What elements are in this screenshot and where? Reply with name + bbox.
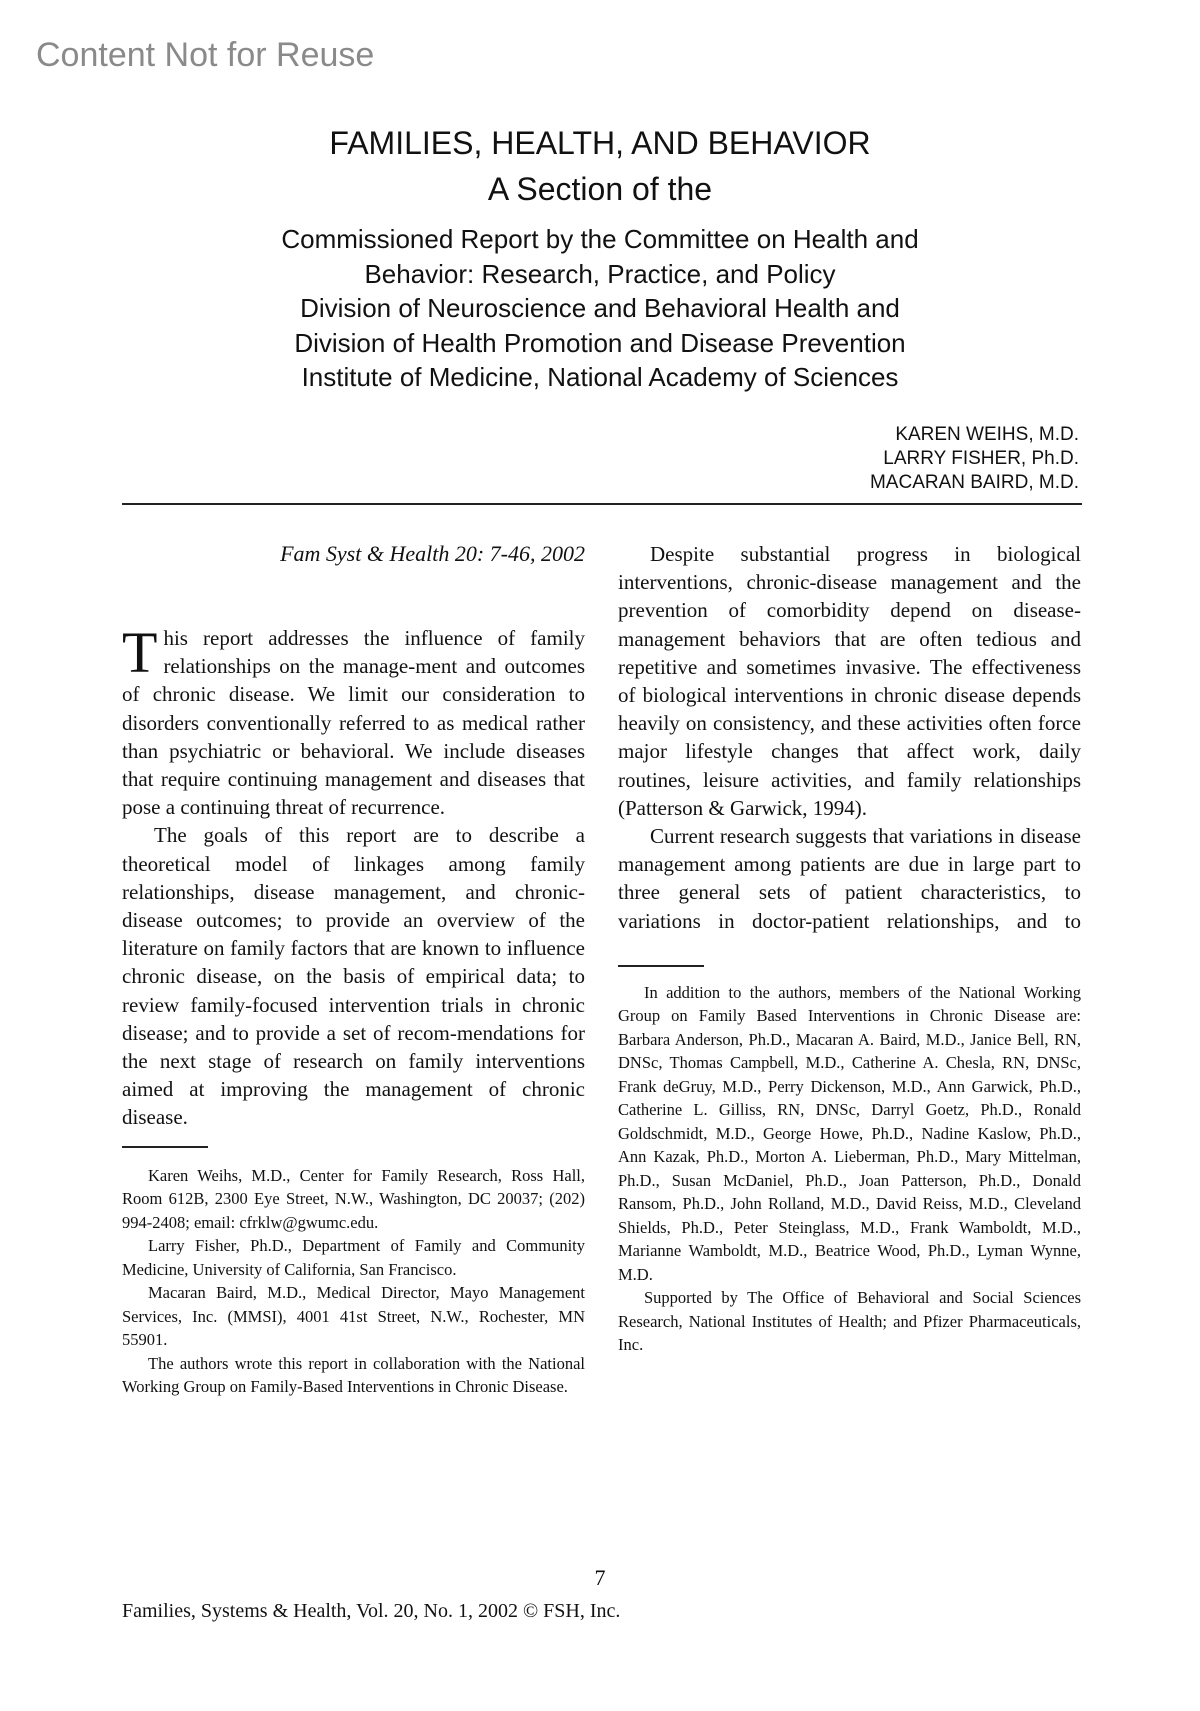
report-line: Commissioned Report by the Committee on Health and xyxy=(281,224,919,254)
article-title: FAMILIES, HEALTH, AND BEHAVIOR xyxy=(329,125,871,161)
body-paragraph: Current research suggests that variations in disease management among patients are due in large part to three general sets of patient characteristics, to variations in doctor-patient relationships, and to xyxy=(618,824,1081,933)
body-paragraph: Despite substantial progress in biological interventions, chronic-disease management and the prevention of comorbidity depend on disease-management behaviors that are often tedious and repetitive and sometimes invasive. The effectiveness of biological interventions in chronic disease depends heavily on consistency, and these activities often force major lifestyle changes that affect work, daily routines, leisure activities, and family relationships (Patterson & Garwick, 1994). xyxy=(618,542,1081,820)
report-line: Division of Health Promotion and Disease Prevention xyxy=(294,327,906,358)
header-divider xyxy=(122,503,1082,505)
citation: Fam Syst & Health 20: 7-46, 2002 xyxy=(280,541,585,566)
author-list xyxy=(870,423,1079,495)
report-line: Behavior: Research, Practice, and Policy xyxy=(364,258,836,289)
footnote: In addition to the authors, members of the National Working Group on Family Based Interventions in Chronic Disease are: Barbara Anderson, Ph.D., Macaran A. Baird, M.D., Janice Bell, RN, DNSc, Thomas Campbell, M.D., Catherine A. Chesla, RN, DNSc, Frank deGruy, M.D., Perry Dickenson, M.D., Ann Garwick, Ph.D., Catherine L. Gilliss, RN, DNSc, Darryl Goetz, Ph.D., Ronald Goldschmidt, M.D., George Howe, Ph.D., Nadine Kaslow, Ph.D., Ann Kazak, Ph.D., Morton A. Lieberman, Ph.D., Mary Mittelman, Ph.D., Susan McDaniel, Ph.D., Joan Patterson, Ph.D., Donald Ransom, Ph.D., John Rolland, M.D., David Reiss, M.D., Cleveland Shields, Ph.D., Peter Steinglass, M.D., Frank Wamboldt, M.D., Marianne Wamboldt, M.D., Beatrice Wood, Ph.D., Lyman Wynne, M.D. xyxy=(618,982,1081,1284)
footnote-divider xyxy=(122,1146,208,1148)
paragraph-text: his report addresses the influence of family relationships on the manage-ment and outcomes of chronic disease. We limit our consideration to disorders conventionally referred to as medical rather than psychiatric or behavioral. We include diseases that require continuing management and diseases that pose a continuing threat of recurrence. xyxy=(122,626,585,820)
journal-footer: Families, Systems & Health, Vol. 20, No. 1, 2002 © FSH, Inc. xyxy=(122,1600,621,1622)
body-paragraph: The goals of this report are to describe a theoretical model of linkages among family relationships, disease management, and chronic-disease outcomes; to provide an overview of the literature on family factors that are known to influence chronic disease, on the basis of empirical data; to review family-focused intervention trials in chronic disease; and to provide a set of recom-mendations for the next stage of research on family interventions aimed at improving the management of chronic disease. xyxy=(122,823,585,1130)
working-group-footnotes xyxy=(618,981,1081,1357)
body-paragraph xyxy=(122,620,585,821)
right-column xyxy=(618,540,1081,1357)
left-column xyxy=(122,540,585,1399)
footnote-divider xyxy=(618,965,704,967)
author-name: MACARAN BAIRD, M.D. xyxy=(869,472,1079,493)
author-name: LARRY FISHER, Ph.D. xyxy=(883,448,1079,469)
footnote: The authors wrote this report in collaboration with the National Working Group on Family-Based Interventions in Chronic Disease. xyxy=(122,1353,585,1397)
footnote: Supported by The Office of Behavioral and Social Sciences Research, National Institutes of Health; and Pfizer Pharmaceuticals, Inc. xyxy=(618,1288,1081,1355)
footnote: Larry Fisher, Ph.D., Department of Family and Community Medicine, University of California, San Francisco. xyxy=(122,1236,585,1279)
report-line: Division of Neuroscience and Behavioral Health and xyxy=(300,293,900,323)
article-subtitle: A Section of the xyxy=(487,171,713,207)
author-footnotes xyxy=(122,1164,585,1399)
author-name: KAREN WEIHS, M.D. xyxy=(895,424,1079,445)
page-number: 7 xyxy=(594,1565,606,1590)
watermark: Content Not for Reuse xyxy=(36,36,375,74)
drop-cap: T xyxy=(122,620,158,685)
footnote: Macaran Baird, M.D., Medical Director, Mayo Management Services, Inc. (MMSI), 4001 41st Street, N.W., Rochester, MN 55901. xyxy=(122,1283,585,1350)
report-line: Institute of Medicine, National Academy of Sciences xyxy=(301,362,899,392)
report-affiliation xyxy=(0,222,1200,395)
footnote: Karen Weihs, M.D., Center for Family Research, Ross Hall, Room 612B, 2300 Eye Street, N.W., Washington, DC 20037; (202) 994-2408; email: cfrklw@gwumc.edu. xyxy=(122,1165,585,1232)
